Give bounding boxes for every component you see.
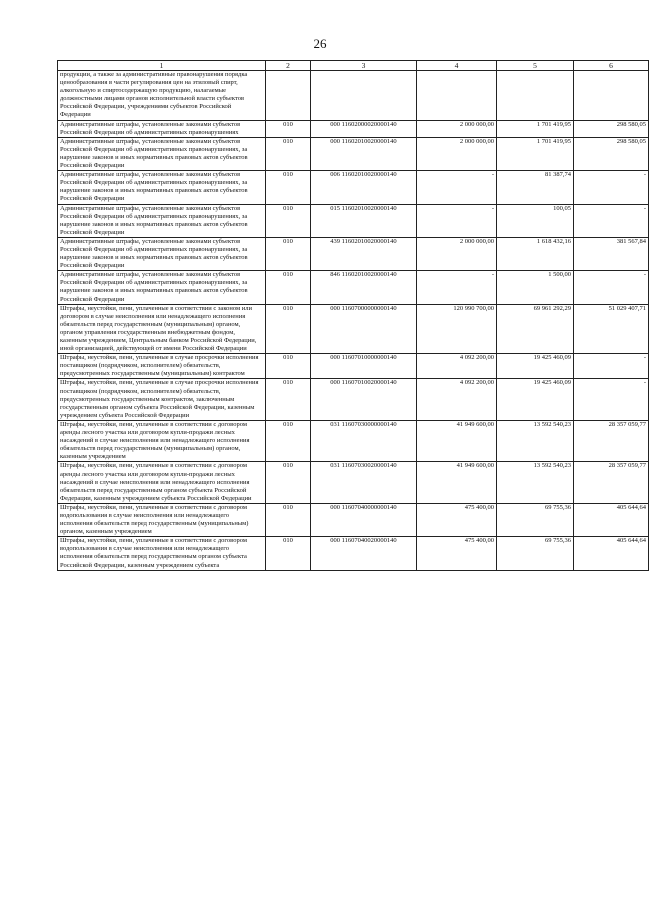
approved-amount-cell: 120 990 700,00 [417, 304, 497, 354]
unexecuted-amount-cell [574, 71, 649, 121]
column-header: 2 [266, 61, 311, 71]
description-cell: продукции, а также за административные правонарушения порядка ценообразования в части регулирования цен на этиловый спирт, алкогольную и спиртосодержащую продукцию, налагаемые должностными лицами органов исполнительной власти субъектов Российской Федерации, учреждениями субъектов Российской Федерации [58, 71, 266, 121]
executed-amount-cell: 19 425 460,09 [497, 379, 574, 420]
executed-amount-cell: 69 755,36 [497, 503, 574, 536]
executed-amount-cell: 81 387,74 [497, 171, 574, 204]
line-code-cell: 010 [266, 354, 311, 379]
line-code-cell: 010 [266, 137, 311, 170]
executed-amount-cell: 1 701 419,95 [497, 137, 574, 170]
approved-amount-cell: 2 000 000,00 [417, 120, 497, 137]
table-row [58, 271, 649, 304]
budget-code-cell: 015 11602010020000140 [311, 204, 417, 237]
budget-code-cell: 000 11607040020000140 [311, 537, 417, 570]
unexecuted-amount-cell: 298 580,05 [574, 120, 649, 137]
table-row [58, 171, 649, 204]
unexecuted-amount-cell: - [574, 379, 649, 420]
budget-code-cell: 000 11602000020000140 [311, 120, 417, 137]
budget-code-cell: 000 11607040000000140 [311, 503, 417, 536]
budget-code-cell: 031 11607030000000140 [311, 420, 417, 461]
line-code-cell: 010 [266, 271, 311, 304]
unexecuted-amount-cell: 298 580,05 [574, 137, 649, 170]
description-cell: Административные штрафы, установленные законами субъектов Российской Федерации об административных правонарушениях, за нарушение законов и иных нормативных правовых актов субъектов Российской Федерации [58, 204, 266, 237]
approved-amount-cell: 475 400,00 [417, 503, 497, 536]
budget-code-cell: 031 11607030020000140 [311, 462, 417, 503]
description-cell: Штрафы, неустойки, пени, уплаченные в случае просрочки исполнения поставщиком (подрядчиком, исполнителем) обязательств, предусмотренных государственным (муниципальным) контрактом [58, 354, 266, 379]
line-code-cell [266, 71, 311, 121]
budget-code-cell: 000 11607010000000140 [311, 354, 417, 379]
approved-amount-cell: 475 400,00 [417, 537, 497, 570]
budget-code-cell: 439 11602010020000140 [311, 237, 417, 270]
budget-code-cell: 000 11607010020000140 [311, 379, 417, 420]
approved-amount-cell: - [417, 171, 497, 204]
table-row [58, 462, 649, 503]
executed-amount-cell: 13 592 540,23 [497, 462, 574, 503]
executed-amount-cell: 100,05 [497, 204, 574, 237]
unexecuted-amount-cell: - [574, 171, 649, 204]
description-cell: Административные штрафы, установленные законами субъектов Российской Федерации об административных правонарушениях, за нарушение законов и иных нормативных правовых актов субъектов Российской Федерации [58, 137, 266, 170]
line-code-cell: 010 [266, 420, 311, 461]
executed-amount-cell: 69 755,36 [497, 537, 574, 570]
unexecuted-amount-cell: 28 357 059,77 [574, 420, 649, 461]
unexecuted-amount-cell: - [574, 204, 649, 237]
table-row [58, 354, 649, 379]
description-cell: Штрафы, неустойки, пени, уплаченные в случае просрочки исполнения поставщиком (подрядчиком, исполнителем) обязательств, предусмотренных государственным контрактом, заключенным государственным органом субъекта Российской Федерации, казенным учреждением субъекта Российской Федерации [58, 379, 266, 420]
line-code-cell: 010 [266, 171, 311, 204]
table-row [58, 537, 649, 570]
approved-amount-cell [417, 71, 497, 121]
line-code-cell: 010 [266, 379, 311, 420]
line-code-cell: 010 [266, 503, 311, 536]
line-code-cell: 010 [266, 304, 311, 354]
table-row [58, 204, 649, 237]
page-number: 26 [313, 36, 327, 51]
table-row [58, 237, 649, 270]
executed-amount-cell: 13 592 540,23 [497, 420, 574, 461]
unexecuted-amount-cell: 28 357 059,77 [574, 462, 649, 503]
approved-amount-cell: - [417, 204, 497, 237]
unexecuted-amount-cell: 51 029 407,71 [574, 304, 649, 354]
line-code-cell: 010 [266, 537, 311, 570]
budget-table [57, 60, 649, 571]
description-cell: Штрафы, неустойки, пени, уплаченные в соответствии с законом или договором в случае неисполнения или ненадлежащего исполнения обязательств перед государственным (муниципальным) органом, органом управления государственным внебюджетным фондом, казенным учреждением, Центральным банком Российской Федерации, иной организацией, действующей от имени Российской Федерации [58, 304, 266, 354]
table-row [58, 120, 649, 137]
table-header-row [58, 61, 649, 71]
table-row [58, 137, 649, 170]
line-code-cell: 010 [266, 204, 311, 237]
column-header: 4 [417, 61, 497, 71]
executed-amount-cell [497, 71, 574, 121]
unexecuted-amount-cell: - [574, 271, 649, 304]
budget-code-cell: 000 11602010020000140 [311, 137, 417, 170]
table-row [58, 304, 649, 354]
description-cell: Административные штрафы, установленные законами субъектов Российской Федерации об административных правонарушениях, за нарушение законов и иных нормативных правовых актов субъектов Российской Федерации [58, 271, 266, 304]
executed-amount-cell: 1 618 432,16 [497, 237, 574, 270]
executed-amount-cell: 19 425 460,09 [497, 354, 574, 379]
budget-code-cell: 846 11602010020000140 [311, 271, 417, 304]
budget-code-cell: 006 11602010020000140 [311, 171, 417, 204]
line-code-cell: 010 [266, 237, 311, 270]
description-cell: Административные штрафы, установленные законами субъектов Российской Федерации об административных правонарушениях [58, 120, 266, 137]
column-header: 5 [497, 61, 574, 71]
approved-amount-cell: 4 092 200,00 [417, 354, 497, 379]
unexecuted-amount-cell: 405 644,64 [574, 537, 649, 570]
executed-amount-cell: 1 500,00 [497, 271, 574, 304]
approved-amount-cell: 2 000 000,00 [417, 137, 497, 170]
unexecuted-amount-cell: 381 567,84 [574, 237, 649, 270]
column-header: 3 [311, 61, 417, 71]
table-row [58, 379, 649, 420]
line-code-cell: 010 [266, 462, 311, 503]
description-cell: Административные штрафы, установленные законами субъектов Российской Федерации об административных правонарушениях, за нарушение законов и иных нормативных правовых актов субъектов Российской Федерации [58, 171, 266, 204]
approved-amount-cell: 41 949 600,00 [417, 462, 497, 503]
description-cell: Штрафы, неустойки, пени, уплаченные в соответствии с договором аренды лесного участка или договором купли-продажи лесных насаждений в случае неисполнения или ненадлежащего исполнения обязательств перед государственным органом субъекта Российской Федерации, казенным учреждением субъекта Российской Федерации [58, 462, 266, 503]
budget-code-cell [311, 71, 417, 121]
approved-amount-cell: 4 092 200,00 [417, 379, 497, 420]
table-row [58, 420, 649, 461]
table-row [58, 503, 649, 536]
table-body [58, 71, 649, 571]
description-cell: Административные штрафы, установленные законами субъектов Российской Федерации об административных правонарушениях, за нарушение законов и иных нормативных правовых актов субъектов Российской Федерации [58, 237, 266, 270]
approved-amount-cell: 41 949 600,00 [417, 420, 497, 461]
description-cell: Штрафы, неустойки, пени, уплаченные в соответствии с договором аренды лесного участка или договором купли-продажи лесных насаждений в случае неисполнения или ненадлежащего исполнения обязательств перед государственным (муниципальным) органом, казенным учреждением [58, 420, 266, 461]
unexecuted-amount-cell: 405 644,64 [574, 503, 649, 536]
approved-amount-cell: 2 000 000,00 [417, 237, 497, 270]
table-row [58, 71, 649, 121]
description-cell: Штрафы, неустойки, пени, уплаченные в соответствии с договором водопользования в случае неисполнения или ненадлежащего исполнения обязательств перед государственным (муниципальным) органом, казенным учреждением [58, 503, 266, 536]
approved-amount-cell: - [417, 271, 497, 304]
unexecuted-amount-cell: - [574, 354, 649, 379]
column-header: 1 [58, 61, 266, 71]
line-code-cell: 010 [266, 120, 311, 137]
description-cell: Штрафы, неустойки, пени, уплаченные в соответствии с договором водопользования в случае неисполнения или ненадлежащего исполнения обязательств перед государственным органом субъекта Российской Федерации, казенным учреждением субъекта [58, 537, 266, 570]
executed-amount-cell: 1 701 419,95 [497, 120, 574, 137]
column-header: 6 [574, 61, 649, 71]
budget-code-cell: 000 11607000000000140 [311, 304, 417, 354]
executed-amount-cell: 69 961 292,29 [497, 304, 574, 354]
